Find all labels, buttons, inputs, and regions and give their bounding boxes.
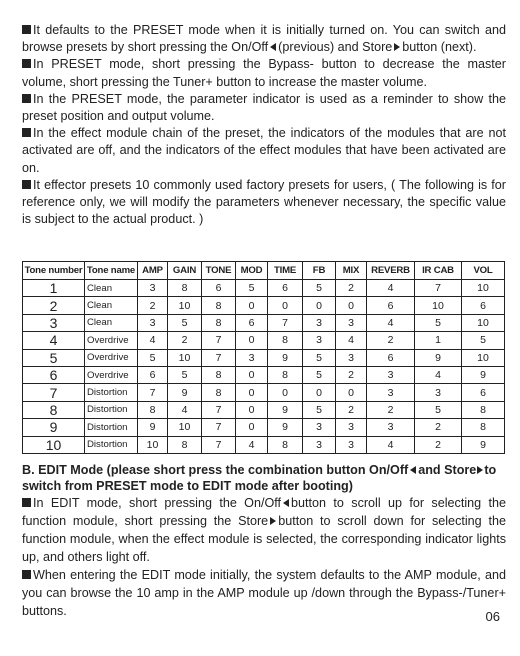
table-cell: 0 [303,384,336,401]
paragraph-edit-scroll: In EDIT mode, short pressing the On/Off button to scroll up for selecting the function module, short pressing the Store button to scroll down for selecting the function module, when the effect module is selected, the corresponding indicator lights up, and others light off. [22,496,506,564]
table-cell: 2 [336,366,367,383]
table-cell: 6 [462,384,505,401]
table-cell: 8 [202,314,236,331]
table-cell: 9 [462,366,505,383]
table-cell: 8 [202,297,236,314]
tone-name-cell: Clean [85,297,138,314]
table-cell: 2 [367,401,415,418]
triangle-right-icon [394,43,400,51]
tone-number-cell: 3 [23,314,85,331]
table-cell: 0 [336,384,367,401]
table-cell: 7 [415,280,462,297]
table-cell: 5 [303,280,336,297]
table-cell: 6 [268,280,303,297]
table-cell: 6 [236,314,268,331]
table-cell: 1 [415,332,462,349]
bullet-square-icon [22,180,31,189]
bullet-square-icon [22,25,31,34]
table-cell: 3 [336,436,367,453]
tone-name-cell: Clean [85,280,138,297]
table-cell: 0 [303,297,336,314]
table-cell: 2 [415,419,462,436]
table-cell: 3 [303,314,336,331]
triangle-right-icon [477,466,483,474]
table-cell: 5 [236,280,268,297]
table-row [23,280,505,297]
column-header: MIX [336,262,367,280]
table-cell: 0 [268,297,303,314]
tone-name-cell: Overdrive [85,349,138,366]
table-cell: 7 [202,419,236,436]
tone-number-cell: 6 [23,366,85,383]
table-cell: 5 [303,401,336,418]
tone-number-cell: 4 [23,332,85,349]
tone-name-cell: Clean [85,314,138,331]
table-cell: 4 [415,366,462,383]
table-row [23,436,505,453]
table-cell: 5 [168,314,202,331]
table-cell: 9 [168,384,202,401]
table-cell: 9 [138,419,168,436]
triangle-left-icon [283,499,289,507]
table-cell: 8 [268,366,303,383]
column-header: Tone number [23,262,85,280]
table-cell: 8 [168,280,202,297]
table-cell: 9 [268,349,303,366]
table-cell: 5 [415,401,462,418]
tone-number-cell: 1 [23,280,85,297]
table-row [23,297,505,314]
table-cell: 9 [462,436,505,453]
table-cell: 10 [168,349,202,366]
table-cell: 3 [303,436,336,453]
table-cell: 8 [138,401,168,418]
paragraph-parameter-indicator: In the PRESET mode, the parameter indicator is used as a reminder to show the preset position and output volume. [22,91,506,124]
table-cell: 5 [462,332,505,349]
table-cell: 8 [462,419,505,436]
column-header: GAIN [168,262,202,280]
table-cell: 5 [168,366,202,383]
table-cell: 9 [268,401,303,418]
table-cell: 7 [202,436,236,453]
table-cell: 4 [367,280,415,297]
table-cell: 0 [268,384,303,401]
table-cell: 4 [367,436,415,453]
table-cell: 8 [268,436,303,453]
tone-name-cell: Distortion [85,419,138,436]
table-row [23,314,505,331]
bullet-square-icon [22,59,31,68]
table-cell: 3 [415,384,462,401]
table-cell: 7 [202,332,236,349]
table-cell: 7 [138,384,168,401]
table-row [23,384,505,401]
bullet-square-icon [22,570,31,579]
table-cell: 10 [168,419,202,436]
table-cell: 8 [462,401,505,418]
table-cell: 10 [168,297,202,314]
table-cell: 3 [303,419,336,436]
factory-presets-table [22,261,505,454]
table-cell: 2 [138,297,168,314]
table-cell: 0 [236,297,268,314]
bullet-square-icon [22,128,31,137]
edit-mode-section [22,462,506,620]
intro-section [22,22,506,228]
triangle-left-icon [410,466,416,474]
table-cell: 0 [236,419,268,436]
section-heading: B. EDIT Mode (please short press the combination button On/Off and Store to switch from PRESET mode to EDIT mode after booting) [22,463,497,493]
table-cell: 3 [138,314,168,331]
column-header: MOD [236,262,268,280]
table-cell: 2 [415,436,462,453]
table-cell: 0 [336,297,367,314]
table-cell: 6 [367,349,415,366]
table-cell: 7 [202,401,236,418]
table-cell: 8 [202,384,236,401]
table-row [23,419,505,436]
paragraph-master-volume: In PRESET mode, short pressing the Bypass- button to decrease the master volume, short pressing the Tuner+ button to increase the master volume. [22,57,506,89]
table-cell: 2 [336,280,367,297]
table-cell: 7 [202,349,236,366]
bullet-square-icon [22,94,31,103]
table-cell: 5 [415,314,462,331]
table-cell: 3 [336,314,367,331]
table-cell: 6 [202,280,236,297]
table-cell: 10 [415,297,462,314]
table-cell: 0 [236,401,268,418]
paragraph-module-chain: In the effect module chain of the preset, the indicators of the modules that are not activated are off, and the indicators of the effect modules that have been activated are on. [22,126,506,175]
paragraph-edit-default: When entering the EDIT mode initially, the system defaults to the AMP module, and you can browse the 10 amp in the AMP module up /down through the Bypass-/Tuner+ buttons. [22,568,506,618]
table-cell: 2 [168,332,202,349]
column-header: TIME [268,262,303,280]
tone-name-cell: Overdrive [85,332,138,349]
tone-number-cell: 7 [23,384,85,401]
column-header: TONE [202,262,236,280]
table-cell: 6 [138,366,168,383]
table-cell: 3 [367,384,415,401]
column-header: Tone name [85,262,138,280]
table-cell: 5 [138,349,168,366]
column-header: REVERB [367,262,415,280]
column-header: AMP [138,262,168,280]
table-cell: 5 [303,366,336,383]
table-header-row [23,262,505,280]
tone-name-cell: Overdrive [85,366,138,383]
table-cell: 9 [268,419,303,436]
page-number: 06 [485,609,500,624]
table-cell: 0 [236,332,268,349]
table-cell: 10 [462,280,505,297]
column-header: FB [303,262,336,280]
table-cell: 0 [236,366,268,383]
table-cell: 10 [462,314,505,331]
table-cell: 3 [336,419,367,436]
table-row [23,401,505,418]
table-cell: 3 [236,349,268,366]
triangle-right-icon [270,517,276,525]
table-cell: 4 [367,314,415,331]
tone-number-cell: 9 [23,419,85,436]
table-row [23,349,505,366]
column-header: IR CAB [415,262,462,280]
table-cell: 4 [336,332,367,349]
table-cell: 4 [138,332,168,349]
table-cell: 4 [236,436,268,453]
table-cell: 10 [138,436,168,453]
table-cell: 6 [367,297,415,314]
tone-name-cell: Distortion [85,384,138,401]
bullet-square-icon [22,498,31,507]
paragraph-factory-presets: It effector presets 10 commonly used factory presets for users, ( The following is for reference only, we will modify the parameters whenever necessary, the specific value is subject to the actual product. ) [22,177,506,227]
table-cell: 0 [236,384,268,401]
tone-number-cell: 8 [23,401,85,418]
table-cell: 3 [303,332,336,349]
table-cell: 6 [462,297,505,314]
tone-number-cell: 5 [23,349,85,366]
table-cell: 8 [202,366,236,383]
tone-number-cell: 10 [23,436,85,453]
table-row [23,366,505,383]
table-cell: 3 [367,366,415,383]
tone-number-cell: 2 [23,297,85,314]
paragraph-preset-browse: It defaults to the PRESET mode when it is initially turned on. You can switch and browse presets by short pressing the On/Off (previous) and Store button (next). [22,23,506,55]
table-cell: 9 [415,349,462,366]
tone-name-cell: Distortion [85,436,138,453]
table-cell: 2 [336,401,367,418]
table-cell: 8 [268,332,303,349]
triangle-left-icon [270,43,276,51]
table-cell: 4 [168,401,202,418]
column-header: VOL [462,262,505,280]
table-cell: 10 [462,349,505,366]
table-cell: 5 [303,349,336,366]
tone-name-cell: Distortion [85,401,138,418]
table-cell: 3 [336,349,367,366]
table-cell: 7 [268,314,303,331]
table-row [23,332,505,349]
table-cell: 8 [168,436,202,453]
table-cell: 3 [367,419,415,436]
table-cell: 2 [367,332,415,349]
table-cell: 3 [138,280,168,297]
